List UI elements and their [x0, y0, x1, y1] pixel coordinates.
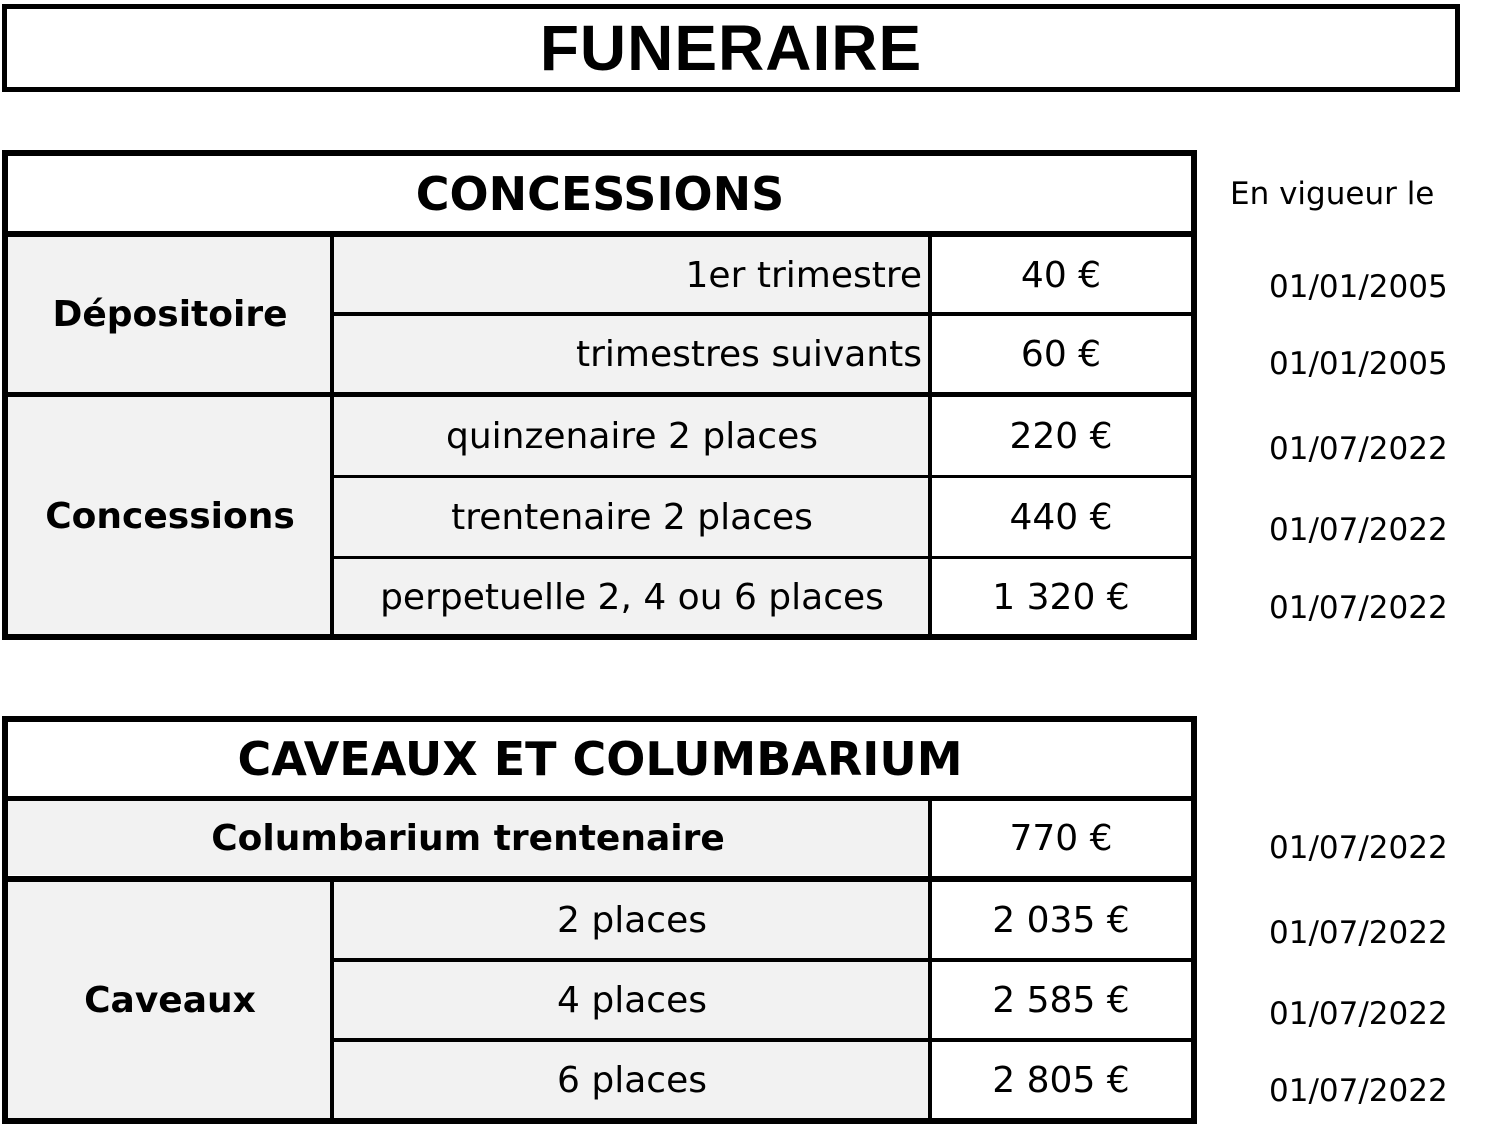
- table-border: [2, 876, 1197, 882]
- concessions-header: CONCESSIONS: [415, 167, 785, 221]
- table-border: [2, 634, 1197, 640]
- effective-date: 01/07/2022: [1269, 1073, 1448, 1109]
- table-border: [332, 312, 1194, 316]
- row-price: 440 €: [1009, 496, 1113, 538]
- table-border: [2, 716, 1197, 722]
- row-price: 2 585 €: [992, 980, 1130, 1021]
- columbarium-label: Columbarium trentenaire: [8, 801, 928, 875]
- row-price: 60 €: [1020, 333, 1102, 375]
- effective-label: En vigueur le: [1230, 176, 1435, 212]
- page-title: FUNERAIRE: [2, 4, 1460, 92]
- row-price: 40 €: [1020, 254, 1102, 296]
- table-border: [928, 234, 932, 637]
- row-label: 1er trimestre: [334, 237, 930, 313]
- effective-date: 01/07/2022: [1269, 996, 1448, 1032]
- row-price: 1 320 €: [992, 576, 1130, 618]
- caveaux-header: CAVEAUX ET COLUMBARIUM: [237, 731, 963, 786]
- row-label: 2 places: [334, 882, 930, 959]
- table-border: [330, 234, 334, 637]
- table-border: [332, 475, 1194, 478]
- row-label: trimestres suivants: [334, 316, 930, 392]
- table-border: [1191, 716, 1197, 1124]
- table-border: [2, 392, 1197, 397]
- group-label-caveaux: Caveaux: [8, 882, 332, 1118]
- table-border: [2, 1118, 1197, 1124]
- table-border: [2, 716, 8, 1124]
- row-price: 220 €: [1009, 415, 1113, 457]
- row-label: trentenaire 2 places: [334, 478, 930, 556]
- effective-date: 01/07/2022: [1269, 830, 1448, 866]
- row-label: 6 places: [334, 1042, 930, 1118]
- row-label: perpetuelle 2, 4 ou 6 places: [334, 559, 930, 635]
- effective-date: 01/07/2022: [1269, 590, 1448, 626]
- effective-date: 01/07/2022: [1269, 431, 1448, 467]
- row-price: 2 035 €: [992, 900, 1130, 941]
- group-label-depositoire: Dépositoire: [8, 237, 332, 392]
- table-border: [2, 150, 1197, 156]
- effective-date: 01/01/2005: [1269, 269, 1448, 305]
- effective-date: 01/01/2005: [1269, 346, 1448, 382]
- table-border: [330, 879, 334, 1120]
- table-border: [332, 958, 1194, 962]
- table-border: [2, 796, 1197, 801]
- columbarium-price: 770 €: [1009, 817, 1113, 859]
- effective-date: 01/07/2022: [1269, 512, 1448, 548]
- effective-date: 01/07/2022: [1269, 915, 1448, 951]
- row-label: 4 places: [334, 962, 930, 1039]
- row-label: quinzenaire 2 places: [334, 397, 930, 475]
- table-border: [2, 231, 1197, 237]
- table-border: [332, 556, 1194, 559]
- table-border: [332, 1038, 1194, 1042]
- row-price: 2 805 €: [992, 1059, 1130, 1101]
- group-label-concessions: Concessions: [8, 397, 332, 635]
